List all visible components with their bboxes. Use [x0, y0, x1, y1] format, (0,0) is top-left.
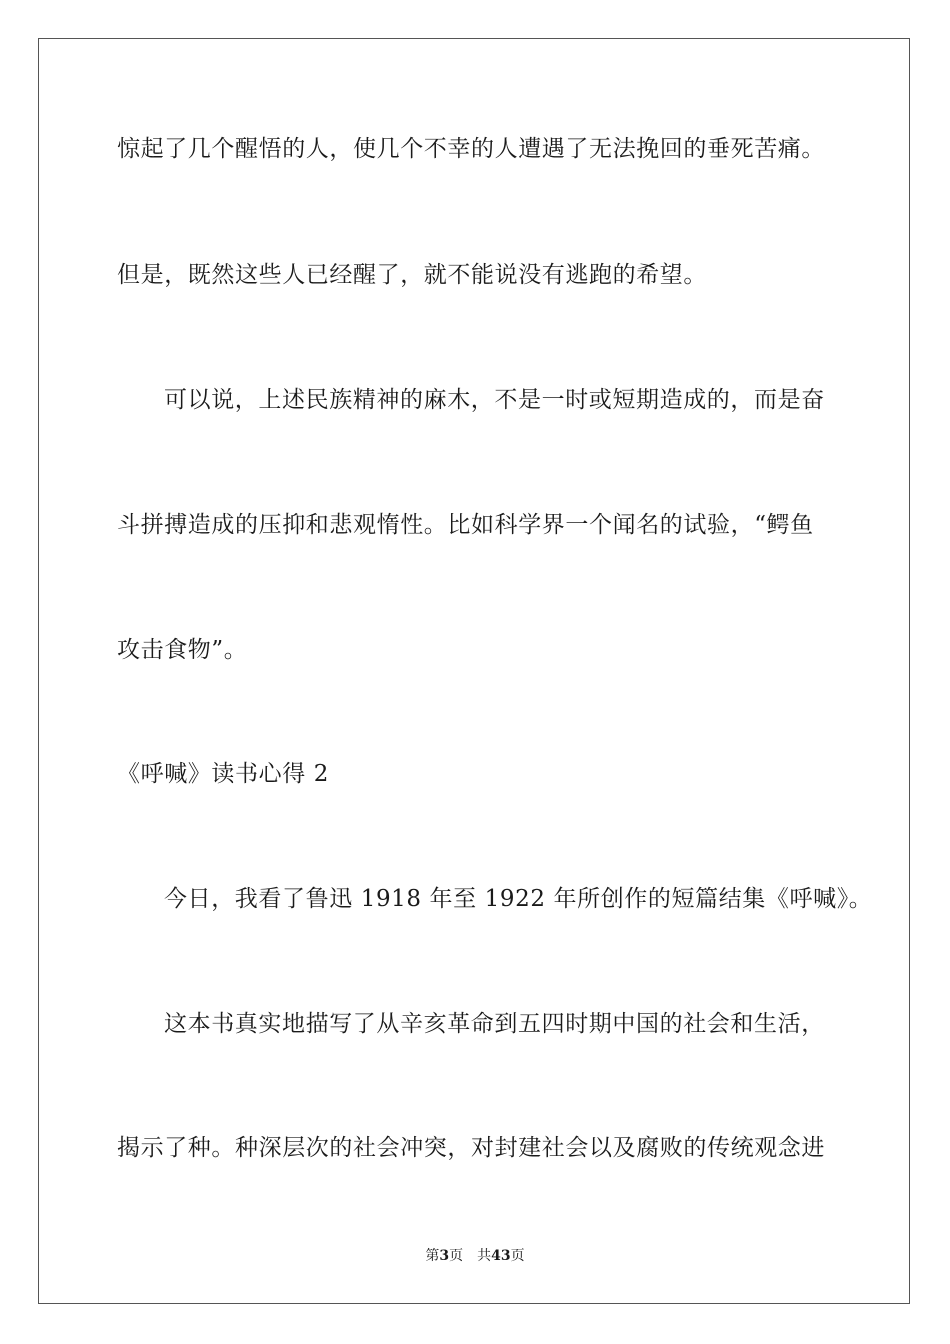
body-text-line: 斗拼搏造成的压抑和悲观惰性。比如科学界一个闻名的试验，“鳄鱼 [117, 512, 814, 538]
page-number: 3 [439, 1248, 450, 1264]
page-suffix: 页 [449, 1248, 464, 1264]
total-prefix: 共 [477, 1248, 492, 1264]
body-text-line: 揭示了种。种深层次的社会冲突，对封建社会以及腐败的传统观念进 [117, 1135, 825, 1161]
page-prefix: 第 [425, 1248, 440, 1264]
page-footer [0, 1246, 950, 1266]
section-heading: 《呼喊》读书心得 2 [117, 761, 329, 787]
body-text-line: 这本书真实地描写了从辛亥革命到五四时期中国的社会和生活， [164, 1011, 825, 1037]
page-frame [38, 38, 910, 1304]
body-text-line: 但是，既然这些人已经醒了，就不能说没有逃跑的希望。 [117, 262, 707, 288]
total-pages: 43 [491, 1248, 511, 1264]
body-text-line: 惊起了几个醒悟的人，使几个不幸的人遭遇了无法挽回的垂死苦痛。 [117, 136, 825, 162]
body-text-line: 可以说，上述民族精神的麻木，不是一时或短期造成的，而是奋 [164, 387, 825, 413]
body-text-line: 今日，我看了鲁迅 1918 年至 1922 年所创作的短篇结集《呼喊》。 [164, 886, 873, 912]
body-text-line: 攻击食物”。 [117, 637, 248, 663]
total-suffix: 页 [510, 1248, 525, 1264]
